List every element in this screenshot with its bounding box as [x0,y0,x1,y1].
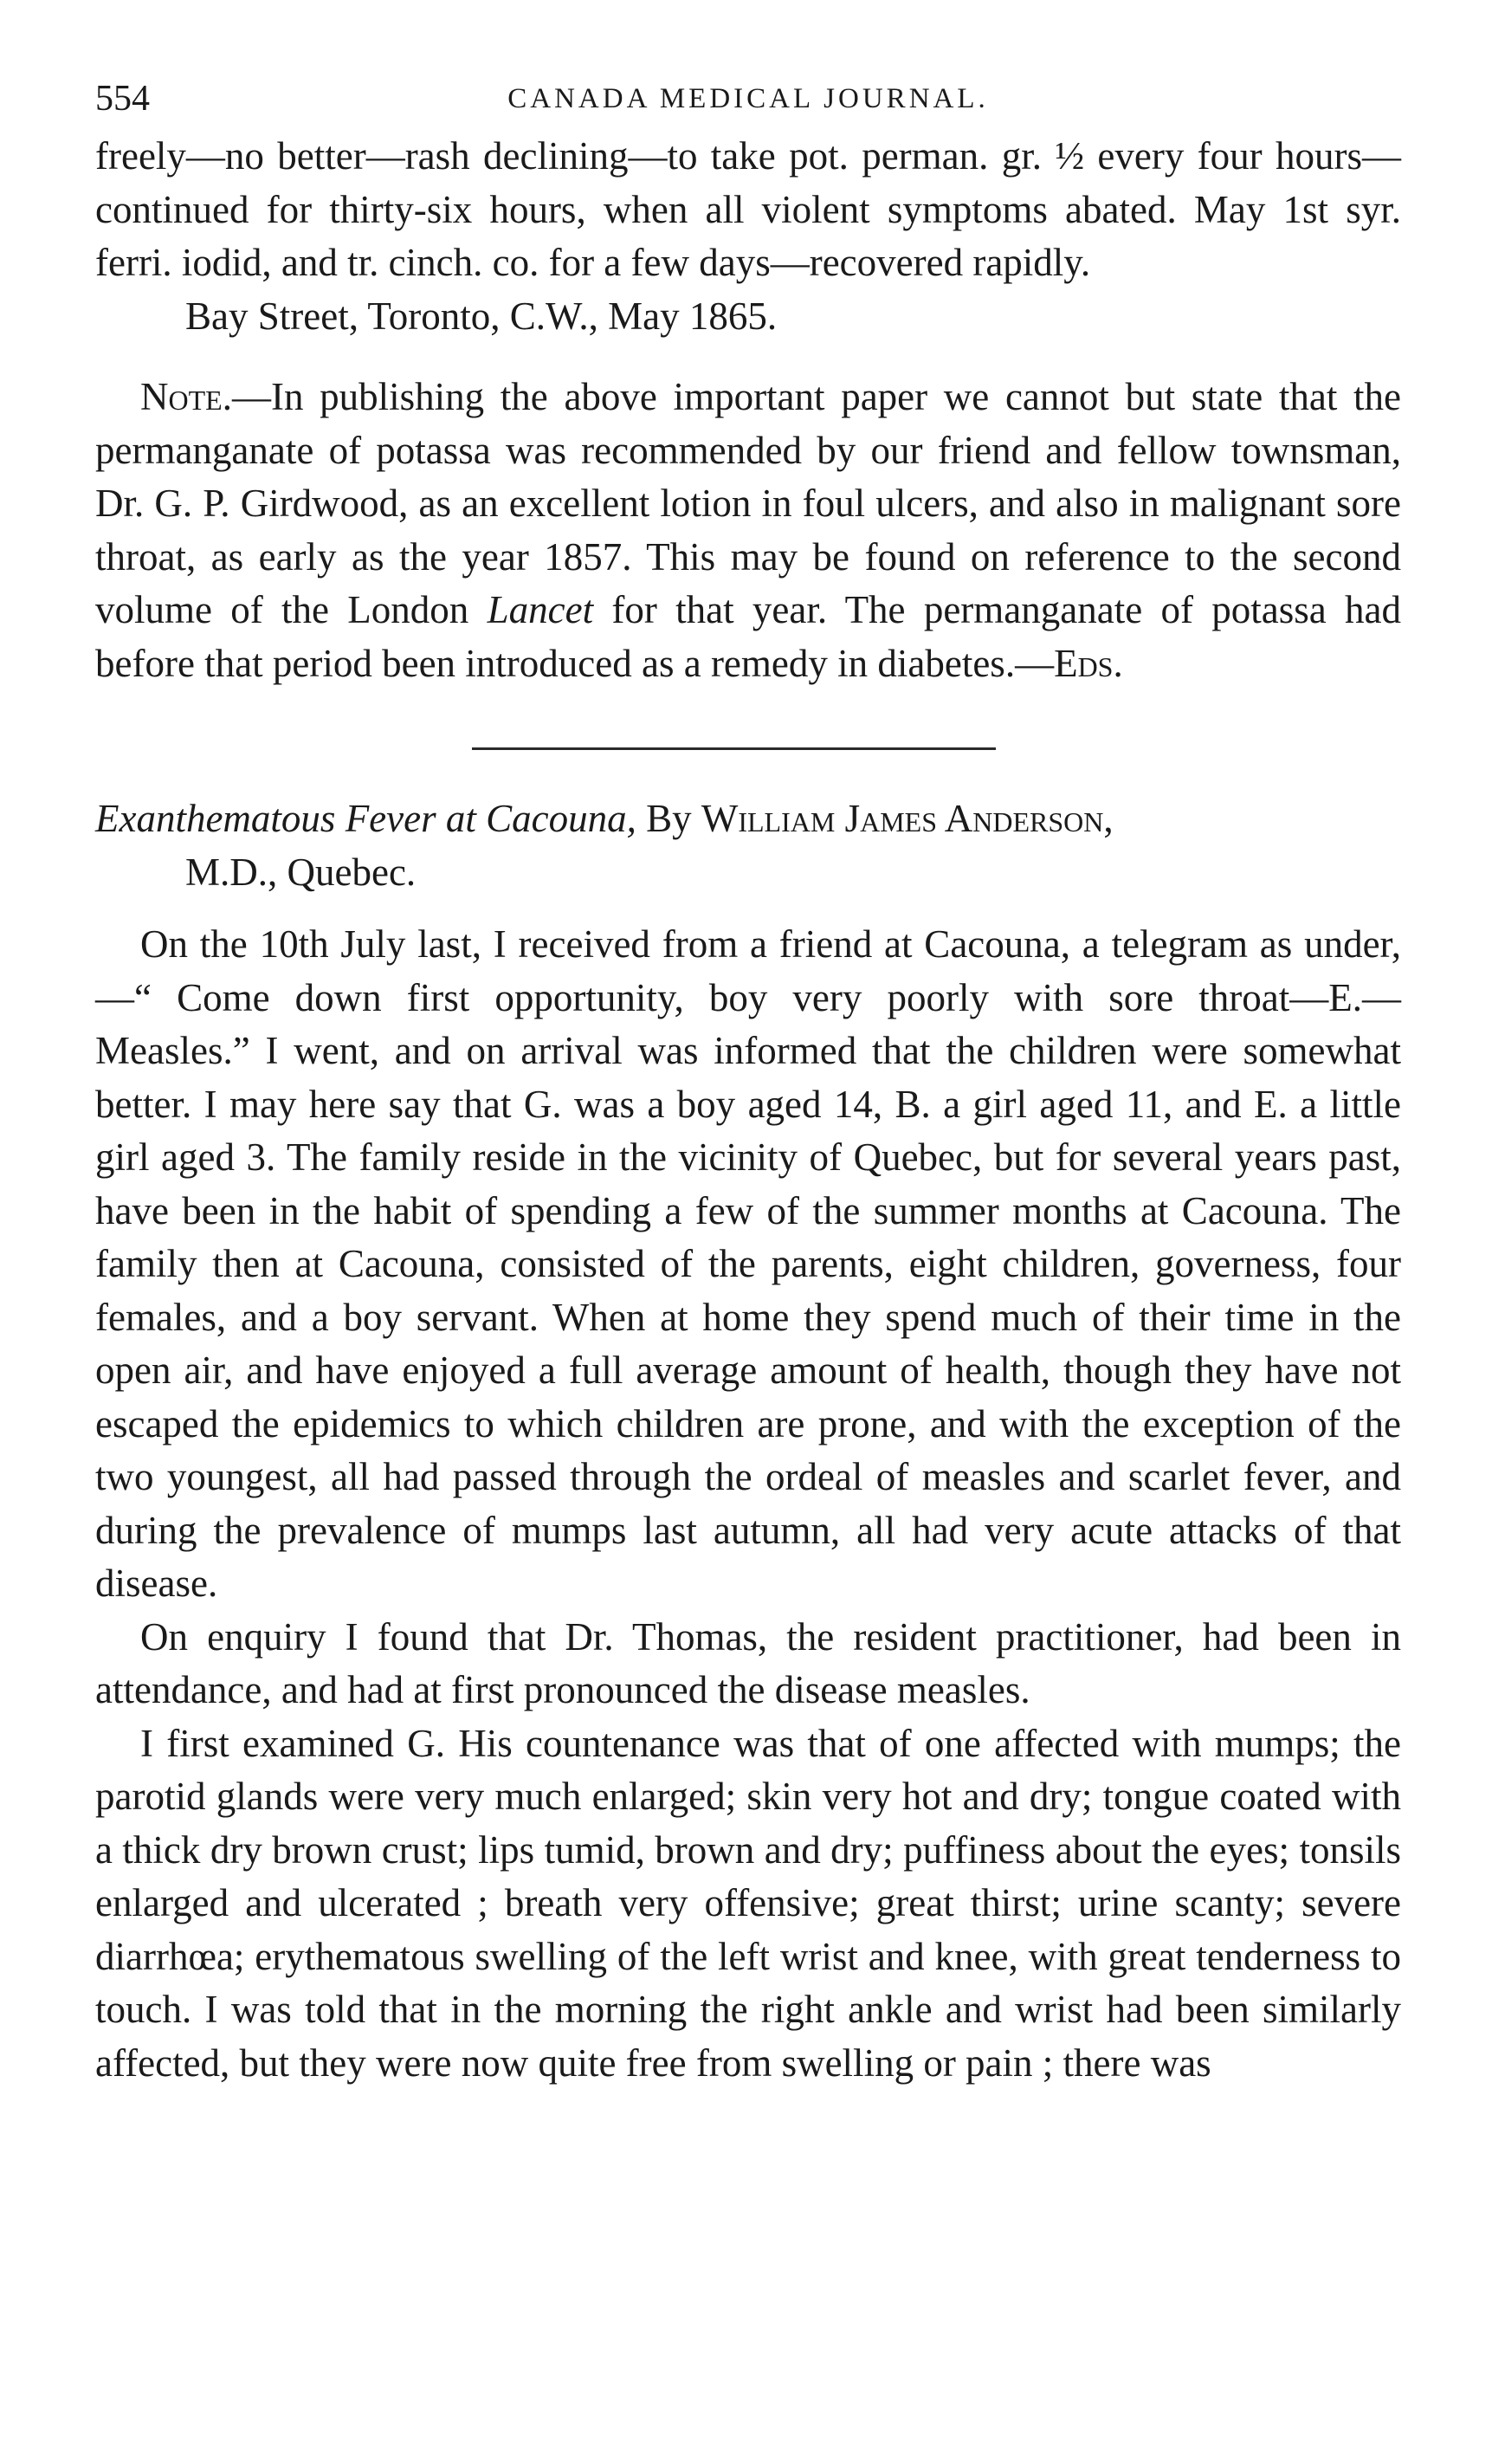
divider-rule [472,747,996,750]
section-divider [95,690,1401,792]
note-signature: Eds. [1054,641,1123,685]
page-body [95,130,1401,2090]
page-number: 554 [95,79,150,119]
article-by: By [636,797,701,840]
note-journal-name: Lancet [487,588,594,631]
article-paragraph: On enquiry I found that Dr. Thomas, the resident practitioner, had been in attendance, and had at first pronounced the disease measles. [95,1614,1401,1711]
continuation-signoff: Bay Street, Toronto, C.W., May 1865. [185,294,778,338]
note-text-part2: for that year. The permanganate of potassa had before that period been introduced as a remedy in diabetes.— [95,588,1401,685]
page-header [95,78,1401,130]
article-title: Exanthematous Fever at Cacouna, [95,797,636,840]
continuation-paragraph: freely—no better—rash declining—to take pot. perman. gr. ½ every four hours—continued for thirty-six hours, when all violent symptoms abated. May 1st syr. ferri. iodid, and tr. cinch. co. for a few days—recovered rapidly. [95,134,1401,284]
note-text-part1: —In publishing the above important paper we cannot but state that the permanganate of potassa was recommended by our friend and fellow townsman, Dr. G. P. Girdwood, as an excellent lotion in foul ulcers, and also in malignant sore throat, as early as the year 1857. This may be found on reference to the second volume of the London [95,375,1401,631]
article-author: William James Anderson, [701,797,1114,840]
editors-note [95,371,1401,690]
running-title: CANADA MEDICAL JOURNAL. [507,83,989,114]
article-paragraph: On the 10th July last, I received from a friend at Cacouna, a telegram as under,—“ Come down first opportunity, boy very poorly with sore throat—E.—Measles.” I went, and on arrival was informed that the children were somewhat better. I may here say that G. was a boy aged 14, B. a girl aged 11, and E. a little girl aged 3. The family reside in the vicinity of Quebec, but for several years past, have been in the habit of spending a few of the summer months at Cacouna. The family then at Cacouna, consisted of the parents, eight children, governess, four females, and a boy servant. When at home they spend much of their time in the open air, and have enjoyed a full average amount of health, though they have not escaped the epidemics to which children are prone, and with the exception of the two youngest, all had passed through the ordeal of measles and scarlet fever, and during the prevalence of mumps last autumn, all had very acute attacks of that disease. [95,922,1401,1605]
article-paragraph: I first examined G. His countenance was that of one affected with mumps; the parotid glands were very much enlarged; skin very hot and dry; tongue coated with a thick dry brown crust; lips tumid, brown and dry; puffiness about the eyes; tonsils enlarged and ulcerated ; breath very offensive; great thirst; urine scanty; severe diarrhœa; erythematous swelling of the left wrist and knee, with great tenderness to touch. I was told that in the morning the right ankle and wrist had been similarly affected, but they were now quite free from swelling or pain ; there was [95,1721,1401,2085]
article-credentials: M.D., Quebec. [185,850,417,894]
article-heading [95,792,1401,899]
note-label: Note. [140,375,232,418]
